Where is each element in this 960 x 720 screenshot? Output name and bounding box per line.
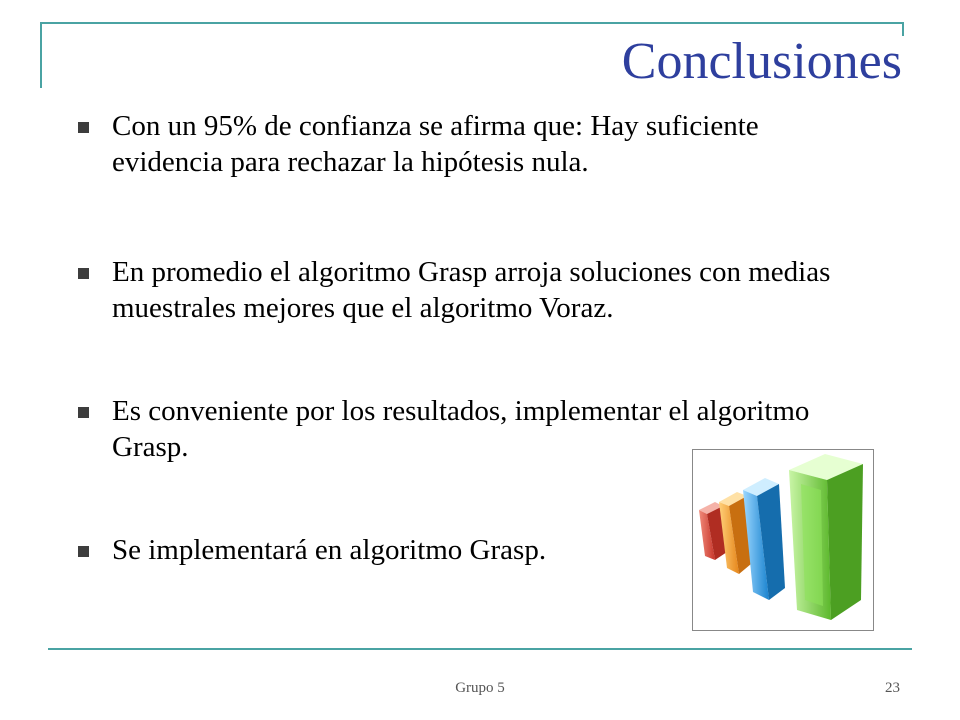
square-bullet-icon (78, 546, 89, 557)
left-frame-line (40, 22, 42, 88)
square-bullet-icon (78, 122, 89, 133)
bullet-text: Es conveniente por los resultados, implementar el algoritmo Grasp. (112, 395, 810, 463)
footer-divider (48, 648, 912, 650)
3d-bar-chart-icon (693, 450, 873, 630)
slide-number: 23 (885, 680, 900, 696)
bullet-text: Con un 95% de confianza se afirma que: Hay suficiente evidencia para rechazar la hipótesis nula. (112, 110, 759, 178)
square-bullet-icon (78, 268, 89, 279)
green-bar (789, 454, 863, 620)
slide-title: Conclusiones (621, 33, 902, 90)
bar-chart-picture (692, 449, 874, 631)
blue-bar (743, 478, 785, 600)
right-frame-tick (902, 22, 904, 36)
bullet-text: En promedio el algoritmo Grasp arroja soluciones con medias muestrales mejores que el algoritmo Voraz. (112, 256, 831, 324)
footer-group-label: Grupo 5 (455, 680, 505, 696)
top-frame-line (40, 22, 904, 24)
square-bullet-icon (78, 407, 89, 418)
bullet-text: Se implementará en algoritmo Grasp. (112, 534, 547, 566)
